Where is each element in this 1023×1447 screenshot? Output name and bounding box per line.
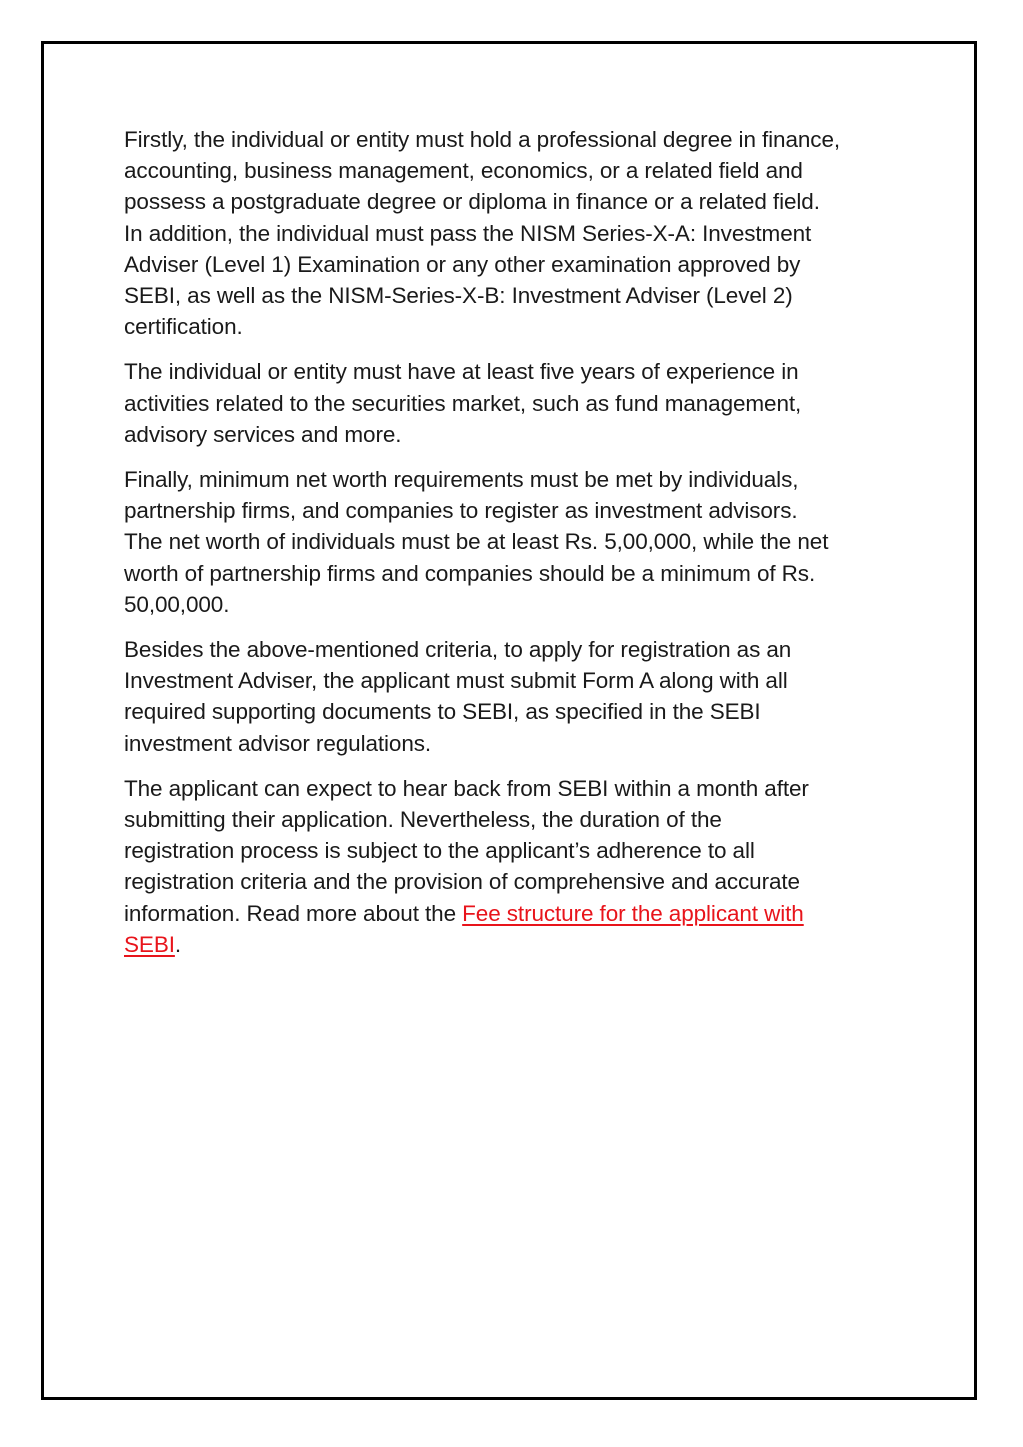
text-line: The net worth of individuals must be at least Rs. 5,00,000, while the net — [124, 529, 829, 555]
text-line: Firstly, the individual or entity must hold a professional degree in finance, — [124, 127, 841, 152]
text-line: submitting their application. Nevertheless, the duration of the — [124, 807, 722, 833]
text-line: required supporting documents to SEBI, as specified in the SEBI — [124, 699, 761, 725]
text-line: worth of partnership firms and companies should be a minimum of Rs. — [124, 560, 816, 586]
text-line: Finally, minimum net worth requirements must be met by individuals, — [124, 467, 799, 493]
text-line: Investment Adviser, the applicant must submit Form A along with all — [124, 668, 788, 694]
text-line: SEBI, as well as the NISM-Series-X-B: Investment Adviser (Level 2) — [124, 283, 793, 309]
text-line: registration process is subject to the applicant’s adherence to all — [124, 838, 755, 864]
text-line: advisory services and more. — [124, 421, 402, 447]
paragraph-qualifications — [124, 124, 914, 342]
text-line: The individual or entity must have at least five years of experience in — [124, 359, 799, 385]
document-body — [124, 124, 914, 974]
text-prefix: information. Read more about the — [124, 900, 463, 926]
text-line: Besides the above-mentioned criteria, to apply for registration as an — [124, 637, 792, 663]
text-line: In addition, the individual must pass the NISM Series-X-A: Investment — [124, 220, 812, 246]
paragraph-experience — [124, 356, 914, 450]
text-line: activities related to the securities market, such as fund management, — [124, 390, 802, 416]
paragraph-timeline — [124, 773, 914, 960]
text-line-with-link — [124, 898, 914, 929]
text-line: certification. — [124, 314, 243, 340]
text-line: possess a postgraduate degree or diploma in finance or a related field. — [124, 189, 820, 215]
text-line-with-link — [124, 929, 914, 960]
text-line: 50,00,000. — [124, 591, 230, 617]
fee-structure-link-continued[interactable]: SEBI — [124, 931, 175, 957]
text-suffix: . — [174, 931, 182, 957]
text-line: accounting, business management, economics, or a related field and — [124, 158, 803, 184]
text-line: investment advisor regulations. — [124, 730, 432, 756]
text-line: Adviser (Level 1) Examination or any other examination approved by — [124, 251, 801, 277]
paragraph-net-worth — [124, 464, 914, 620]
text-line: The applicant can expect to hear back from SEBI within a month after — [124, 775, 809, 801]
text-line: registration criteria and the provision of comprehensive and accurate — [124, 869, 800, 895]
fee-structure-link[interactable]: Fee structure for the applicant with — [462, 900, 804, 926]
text-line: partnership firms, and companies to register as investment advisors. — [124, 498, 798, 524]
paragraph-form-a — [124, 634, 914, 759]
